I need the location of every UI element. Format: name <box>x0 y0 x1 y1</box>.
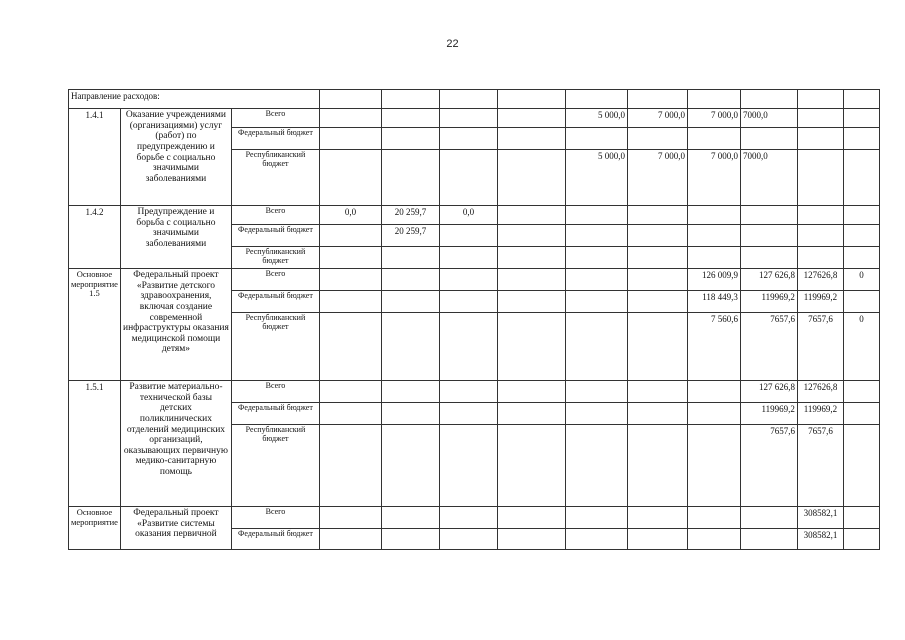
value-cell: 127626,8 <box>797 269 843 291</box>
value-cell: 7 560,6 <box>687 313 740 381</box>
table-row <box>69 507 880 529</box>
row-name: Федеральный проект «Развитие системы оказания первичной <box>120 507 231 550</box>
value-cell: 0 <box>843 269 879 291</box>
value-cell: 7657,6 <box>797 313 843 381</box>
row-code: 1.5.1 <box>69 381 121 507</box>
source-federal: Федеральный бюджет <box>231 225 319 247</box>
row-code: Основное мероприятие 1.5 <box>69 269 121 381</box>
table-row-header <box>69 90 880 109</box>
value-cell: 127 626,8 <box>740 269 797 291</box>
value-cell: 308582,1 <box>797 529 843 550</box>
source-total: Всего <box>231 206 319 225</box>
value-cell: 20 259,7 <box>381 206 439 225</box>
value-cell: 308582,1 <box>797 507 843 529</box>
source-total: Всего <box>231 269 319 291</box>
page-number: 22 <box>446 38 459 50</box>
source-federal: Федеральный бюджет <box>231 128 319 150</box>
value-cell: 5 000,0 <box>565 150 627 206</box>
row-name: Предупреждение и борьба с социально значимыми заболеваниями <box>120 206 231 269</box>
table-row <box>69 269 880 291</box>
value-cell: 7 000,0 <box>627 150 687 206</box>
source-republic: Республиканский бюджет <box>231 150 319 206</box>
source-federal: Федеральный бюджет <box>231 529 319 550</box>
table-row <box>69 381 880 403</box>
value-cell: 5 000,0 <box>565 109 627 128</box>
value-cell: 7 000,0 <box>687 109 740 128</box>
source-federal: Федеральный бюджет <box>231 403 319 425</box>
table-row <box>69 109 880 128</box>
value-cell: 0,0 <box>319 206 381 225</box>
value-cell: 7000,0 <box>740 150 797 206</box>
value-cell: 0 <box>843 313 879 381</box>
row-code: 1.4.2 <box>69 206 121 269</box>
source-republic: Республиканский бюджет <box>231 425 319 507</box>
financing-table <box>68 89 880 550</box>
value-cell: 127626,8 <box>797 381 843 403</box>
row-name: Развитие материально-технической базы детских поликлинических отделений медицинских организаций, оказывающих первичную медико-санитарную помощь <box>120 381 231 507</box>
source-federal: Федеральный бюджет <box>231 291 319 313</box>
expense-direction-label: Направление расходов: <box>69 90 320 109</box>
value-cell: 119969,2 <box>740 291 797 313</box>
row-name: Федеральный проект «Развитие детского здравоохранения, включая создание современной инфраструктуры оказания медицинской помощи детям» <box>120 269 231 381</box>
value-cell: 7657,6 <box>740 313 797 381</box>
row-name: Оказание учреждениями (организациями) услуг (работ) по предупреждению и борьбе с социально значимыми заболеваниями <box>120 109 231 206</box>
value-cell: 119969,2 <box>797 403 843 425</box>
value-cell: 7 000,0 <box>627 109 687 128</box>
value-cell: 7657,6 <box>740 425 797 507</box>
source-total: Всего <box>231 109 319 128</box>
source-republic: Республиканский бюджет <box>231 313 319 381</box>
value-cell: 119969,2 <box>797 291 843 313</box>
value-cell: 20 259,7 <box>381 225 439 247</box>
value-cell: 7 000,0 <box>687 150 740 206</box>
table-row <box>69 206 880 225</box>
value-cell: 127 626,8 <box>740 381 797 403</box>
value-cell: 7000,0 <box>740 109 797 128</box>
source-total: Всего <box>231 381 319 403</box>
value-cell: 0,0 <box>439 206 497 225</box>
row-code: Основное мероприятие <box>69 507 121 550</box>
source-republic: Республиканский бюджет <box>231 247 319 269</box>
source-total: Всего <box>231 507 319 529</box>
value-cell: 7657,6 <box>797 425 843 507</box>
value-cell: 126 009,9 <box>687 269 740 291</box>
row-code: 1.4.1 <box>69 109 121 206</box>
value-cell: 118 449,3 <box>687 291 740 313</box>
value-cell: 119969,2 <box>740 403 797 425</box>
